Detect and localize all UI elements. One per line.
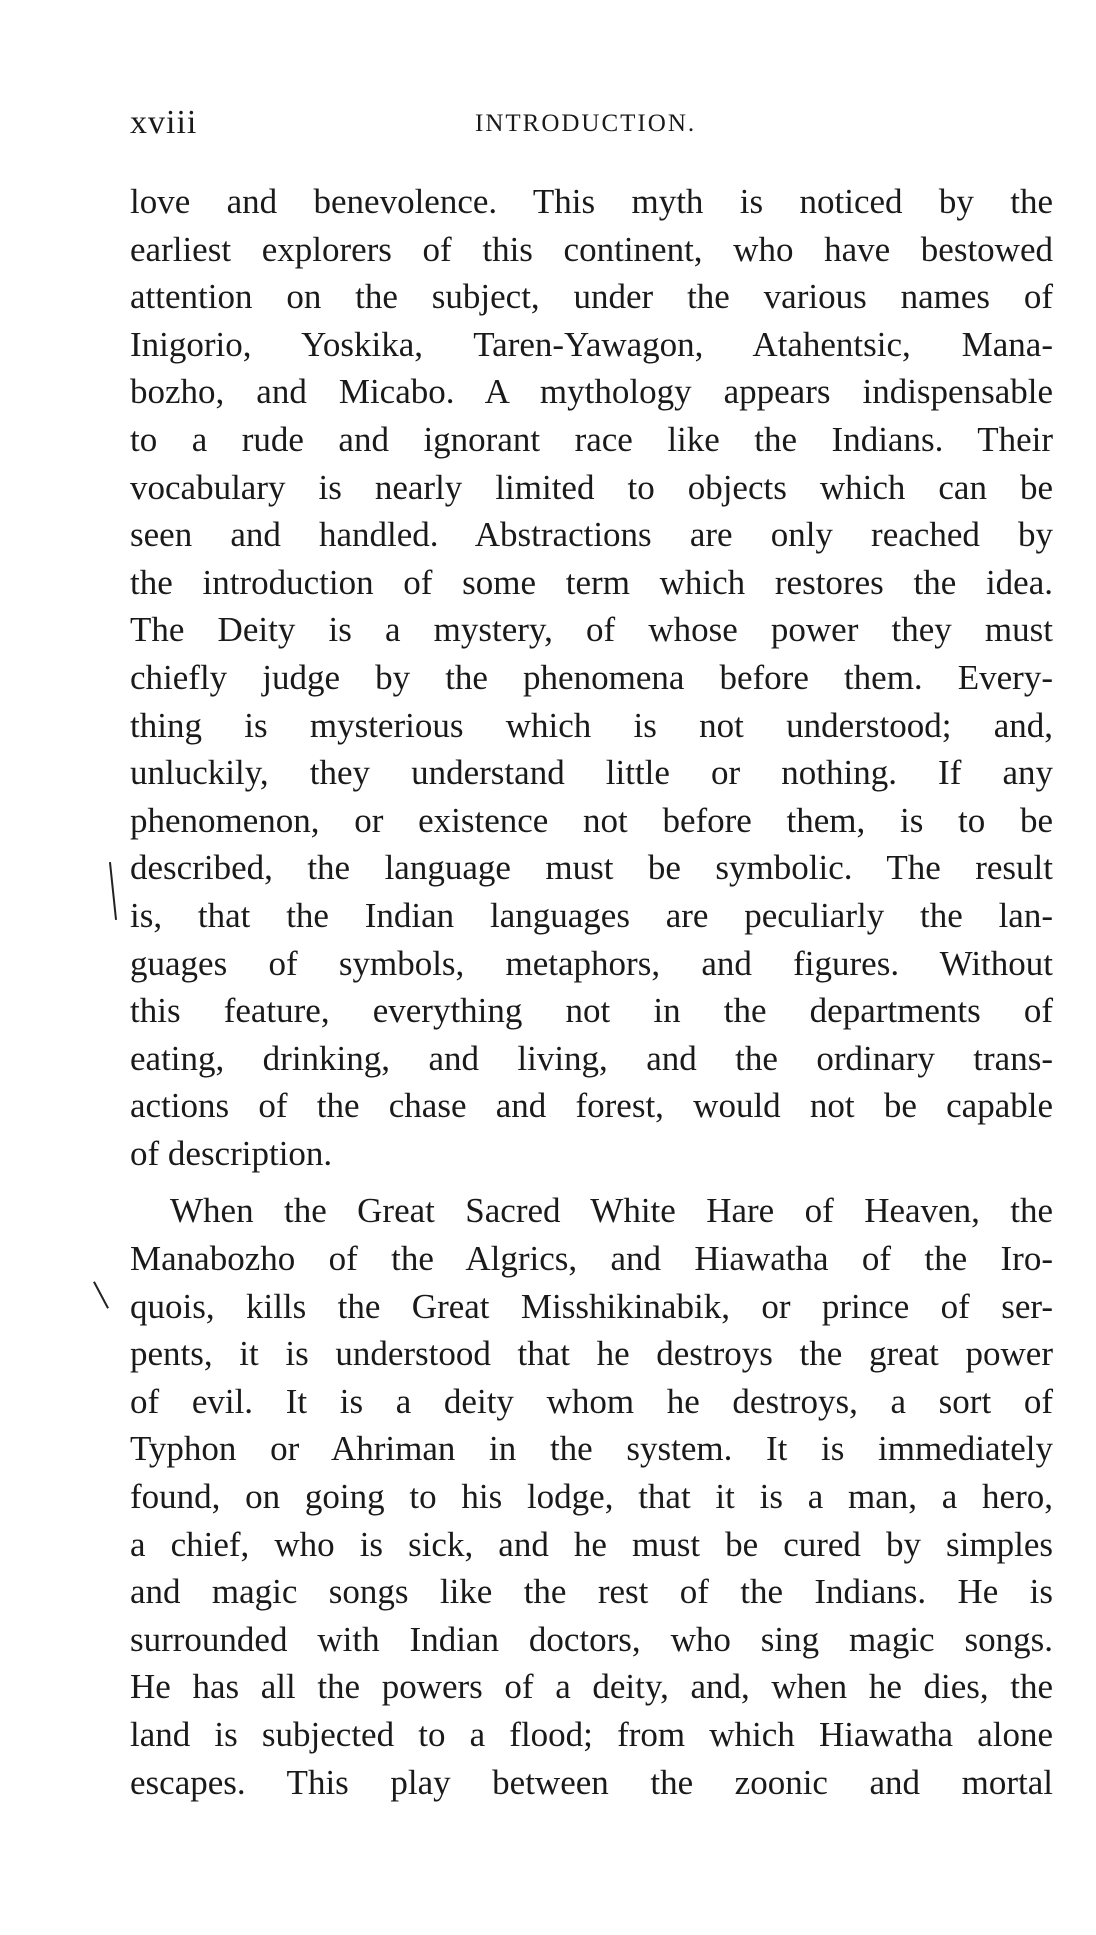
running-head: INTRODUCTION. (475, 110, 697, 137)
text-line: unluckily, they understand little or nothing. If any (130, 753, 1053, 793)
text-line: a chief, who is sick, and he must be cured by simples (130, 1524, 1053, 1564)
margin-pencil-mark (109, 862, 117, 920)
text-line: Inigorio, Yoskika, Taren-Yawagon, Atahentsic, Mana- (130, 324, 1053, 364)
text-line: He has all the powers of a deity, and, when he dies, the (130, 1667, 1053, 1707)
text-line: escapes. This play between the zoonic and mortal (130, 1762, 1053, 1802)
paragraph-2 (130, 1187, 1053, 1806)
text-line: the introduction of some term which restores the idea. (130, 562, 1053, 602)
text-line: of evil. It is a deity whom he destroys, a sort of (130, 1381, 1053, 1421)
text-line: earliest explorers of this continent, who have bestowed (130, 229, 1053, 269)
text-line: to a rude and ignorant race like the Indians. Their (130, 419, 1053, 459)
text-line: chiefly judge by the phenomena before them. Every- (130, 657, 1053, 697)
text-line: quois, kills the Great Misshikinabik, or prince of ser- (130, 1286, 1053, 1326)
page-number: xviii (130, 104, 198, 141)
text-line: described, the language must be symbolic. The result (130, 848, 1053, 888)
text-line: this feature, everything not in the departments of (130, 991, 1053, 1031)
text-line: love and benevolence. This myth is noticed by the (130, 182, 1053, 221)
text-line: eating, drinking, and living, and the ordinary trans- (130, 1038, 1053, 1078)
text-line: Manabozho of the Algrics, and Hiawatha of the Iro- (130, 1239, 1053, 1279)
text-line: bozho, and Micabo. A mythology appears indispensable (130, 372, 1053, 412)
text-line: guages of symbols, metaphors, and figures. Without (130, 943, 1053, 983)
text-line: actions of the chase and forest, would not be capable (130, 1086, 1053, 1126)
page-header (130, 104, 1050, 148)
text-line: found, on going to his lodge, that it is a man, a hero, (130, 1477, 1053, 1517)
text-line: Typhon or Ahriman in the system. It is immediately (130, 1429, 1053, 1469)
text-line: of description. (130, 1133, 333, 1173)
paragraph-1 (130, 178, 1053, 1177)
text-line: pents, it is understood that he destroys the great power (130, 1334, 1053, 1374)
text-line: and magic songs like the rest of the Indians. He is (130, 1572, 1053, 1612)
text-line: When the Great Sacred White Hare of Heaven, the (170, 1191, 1053, 1231)
text-line: surrounded with Indian doctors, who sing magic songs. (130, 1619, 1053, 1659)
text-line: is, that the Indian languages are peculiarly the lan- (130, 895, 1053, 935)
text-line: attention on the subject, under the various names of (130, 277, 1053, 317)
text-line: seen and handled. Abstractions are only reached by (130, 515, 1053, 555)
margin-pencil-mark (93, 1281, 109, 1308)
text-line: land is subjected to a flood; from which Hiawatha alone (130, 1715, 1053, 1754)
text-line: thing is mysterious which is not understood; and, (130, 705, 1053, 745)
text-line: phenomenon, or existence not before them, is to be (130, 800, 1053, 840)
paragraph-gap (130, 1177, 1053, 1187)
text-line: The Deity is a mystery, of whose power they must (130, 610, 1053, 650)
text-line: vocabulary is nearly limited to objects which can be (130, 467, 1053, 507)
body-text (130, 178, 1053, 1806)
